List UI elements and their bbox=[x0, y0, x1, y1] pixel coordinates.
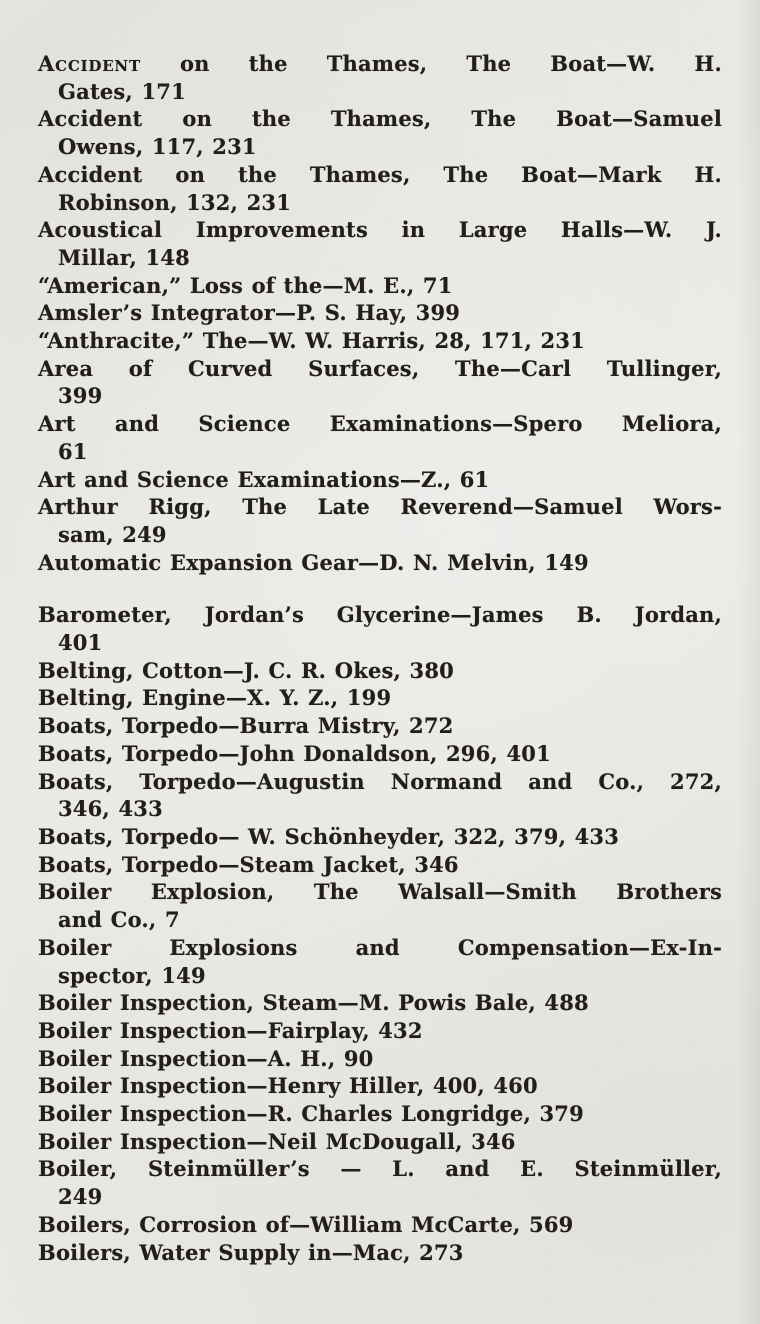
index-line: spector, 149 bbox=[58, 962, 206, 988]
index-content bbox=[38, 50, 722, 1266]
index-line: Belting, Cotton—J. C. R. Okes, 380 bbox=[38, 657, 454, 683]
index-entry bbox=[38, 327, 722, 355]
index-line: Boiler Inspection, Steam—M. Powis Bale, 488 bbox=[38, 990, 589, 1016]
index-entry bbox=[38, 740, 722, 768]
index-line: 401 bbox=[58, 630, 103, 656]
index-entry bbox=[38, 934, 722, 989]
index-line: Area of Curved Surfaces, The—Carl Tullinger, bbox=[38, 355, 722, 381]
index-entry bbox=[38, 1017, 722, 1045]
index-line: sam, 249 bbox=[58, 521, 167, 547]
index-line: 249 bbox=[58, 1184, 103, 1210]
index-line: Belting, Engine—X. Y. Z., 199 bbox=[38, 685, 392, 711]
index-entry bbox=[38, 355, 722, 410]
index-entry bbox=[38, 216, 722, 271]
index-entry bbox=[38, 410, 722, 465]
index-entry bbox=[38, 50, 722, 105]
index-line: Boiler Inspection—R. Charles Longridge, 379 bbox=[38, 1101, 584, 1127]
index-entry bbox=[38, 1045, 722, 1073]
index-line: Boats, Torpedo— W. Schönheyder, 322, 379, 433 bbox=[38, 823, 620, 849]
index-line: 61 bbox=[58, 438, 88, 464]
index-line: Accident on the Thames, The Boat—Mark H. bbox=[38, 161, 722, 187]
index-entry bbox=[38, 989, 722, 1017]
index-line: Boats, Torpedo—Augustin Normand and Co., 272, bbox=[38, 768, 722, 794]
index-line: Boiler Inspection—Neil McDougall, 346 bbox=[38, 1128, 516, 1154]
index-line: “American,” Loss of the—M. E., 71 bbox=[38, 272, 453, 298]
index-line: Boiler, Steinmüller’s — L. and E. Steinmüller, bbox=[38, 1156, 722, 1182]
index-line: Art and Science Examinations—Z., 61 bbox=[38, 466, 490, 492]
index-line: Gates, 171 bbox=[58, 78, 186, 104]
index-line: Boiler Inspection—A. H., 90 bbox=[38, 1045, 374, 1071]
index-line: Acoustical Improvements in Large Halls—W. J. bbox=[38, 217, 722, 243]
index-line: Boats, Torpedo—John Donaldson, 296, 401 bbox=[38, 740, 551, 766]
index-entry bbox=[38, 1072, 722, 1100]
smallcaps-lead-word: Accident bbox=[38, 51, 141, 76]
index-line: Automatic Expansion Gear—D. N. Melvin, 149 bbox=[38, 549, 589, 575]
index-section-b bbox=[38, 601, 722, 1266]
index-line: Barometer, Jordan’s Glycerine—James B. Jordan, bbox=[38, 602, 722, 628]
index-line: Accident on the Thames, The Boat—W. H. bbox=[38, 51, 722, 76]
index-entry bbox=[38, 466, 722, 494]
index-line: Boats, Torpedo—Steam Jacket, 346 bbox=[38, 851, 459, 877]
index-entry bbox=[38, 1128, 722, 1156]
index-entry bbox=[38, 657, 722, 685]
index-line: Boilers, Water Supply in—Mac, 273 bbox=[38, 1239, 464, 1265]
index-entry bbox=[38, 1211, 722, 1239]
index-line: Boiler Explosions and Compensation—Ex-In- bbox=[38, 934, 722, 960]
index-line: Amsler’s Integrator—P. S. Hay, 399 bbox=[38, 300, 461, 326]
index-entry bbox=[38, 493, 722, 548]
index-line: Art and Science Examinations—Spero Meliora, bbox=[38, 411, 722, 437]
index-entry bbox=[38, 768, 722, 823]
index-line: and Co., 7 bbox=[58, 907, 180, 933]
index-section-a bbox=[38, 50, 722, 576]
index-line: 399 bbox=[58, 383, 103, 409]
index-entry bbox=[38, 272, 722, 300]
index-line: Owens, 117, 231 bbox=[58, 134, 257, 160]
index-line: Robinson, 132, 231 bbox=[58, 189, 292, 215]
index-line: “Anthracite,” The—W. W. Harris, 28, 171, 231 bbox=[38, 328, 585, 354]
index-entry bbox=[38, 1155, 722, 1210]
index-entry bbox=[38, 161, 722, 216]
index-line: Boiler Inspection—Henry Hiller, 400, 460 bbox=[38, 1073, 538, 1099]
index-entry bbox=[38, 1100, 722, 1128]
index-entry bbox=[38, 684, 722, 712]
index-entry bbox=[38, 878, 722, 933]
index-entry bbox=[38, 851, 722, 879]
index-entry bbox=[38, 1239, 722, 1267]
index-entry bbox=[38, 549, 722, 577]
index-line: Boats, Torpedo—Burra Mistry, 272 bbox=[38, 713, 454, 739]
index-line: Boiler Inspection—Fairplay, 432 bbox=[38, 1017, 423, 1043]
index-line: Accident on the Thames, The Boat—Samuel bbox=[38, 106, 722, 132]
index-line: 346, 433 bbox=[58, 796, 163, 822]
index-line: Boiler Explosion, The Walsall—Smith Brothers bbox=[38, 879, 722, 905]
index-entry bbox=[38, 601, 722, 656]
index-entry bbox=[38, 105, 722, 160]
index-line: Boilers, Corrosion of—William McCarte, 569 bbox=[38, 1211, 574, 1237]
index-line: Millar, 148 bbox=[58, 244, 190, 270]
index-line: Arthur Rigg, The Late Reverend—Samuel Wors- bbox=[38, 494, 722, 520]
index-entry bbox=[38, 823, 722, 851]
index-entry bbox=[38, 712, 722, 740]
index-entry bbox=[38, 299, 722, 327]
